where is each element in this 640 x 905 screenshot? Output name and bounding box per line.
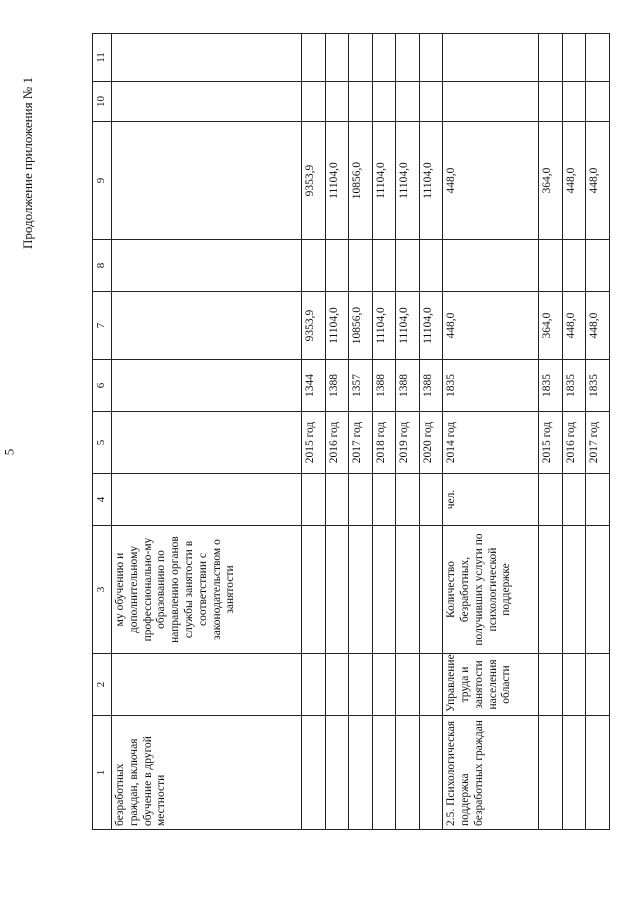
cell-budget: 448,0 [562,122,586,240]
cell-empty [325,526,349,654]
cell-year: 2019 год [396,412,420,474]
cell-year: 2017 год [349,412,373,474]
cell-empty [396,240,420,292]
cell-count: 1835 [586,360,610,412]
cell-year: 2015 год [302,412,326,474]
cell-total: 448,0 [586,292,610,360]
cell-empty [586,82,610,122]
table-row [372,34,396,830]
cell-empty [349,240,373,292]
cell-total: 448,0 [562,292,586,360]
cell-empty [562,654,586,716]
cell-empty [372,82,396,122]
cell-total: 11104,0 [396,292,420,360]
cell-empty [539,654,563,716]
table-row [349,34,373,830]
cell-count: 1388 [325,360,349,412]
cell-total: 364,0 [539,292,563,360]
cell-empty [349,474,373,526]
cell-count: 1388 [372,360,396,412]
cell-indicator: Количество безработных, получивших услуги по психологической поддержке [443,526,539,654]
cell-count: 1835 [539,360,563,412]
cell-empty [112,122,302,240]
cell-empty [586,716,610,830]
header-col-4: 4 [93,474,112,526]
cell-total: 11104,0 [419,292,443,360]
cell-count: 1835 [562,360,586,412]
cell-empty [586,240,610,292]
cell-empty [372,526,396,654]
cell-empty [562,240,586,292]
cell-empty [112,240,302,292]
cell-empty [112,292,302,360]
cell-count: 1344 [302,360,326,412]
cell-empty [372,34,396,82]
cell-empty [302,654,326,716]
cell-total: 9353,9 [302,292,326,360]
cell-empty [562,82,586,122]
cell-empty [302,716,326,830]
cell-empty [443,240,539,292]
header-col-5: 5 [93,412,112,474]
cell-empty [419,240,443,292]
cell-empty [112,474,302,526]
cell-year: 2018 год [372,412,396,474]
cell-budget: 364,0 [539,122,563,240]
table-row [539,34,563,830]
cell-empty [349,716,373,830]
cell-year: 2017 год [586,412,610,474]
cell-empty [302,34,326,82]
cell-count: 1388 [396,360,420,412]
cell-empty [419,716,443,830]
cell-empty [302,82,326,122]
cell-empty [349,34,373,82]
table-row [396,34,420,830]
cell-year: 2020 год [419,412,443,474]
header-col-2: 2 [93,654,112,716]
cell-year: 2016 год [325,412,349,474]
cell-empty [562,474,586,526]
cell-year: 2016 год [562,412,586,474]
cell-empty [539,526,563,654]
header-col-10: 10 [93,82,112,122]
page-number: 5 [1,448,17,456]
cell-empty [325,654,349,716]
cell-empty [539,240,563,292]
cell-empty [396,34,420,82]
cell-empty [325,716,349,830]
cell-total: 11104,0 [325,292,349,360]
table-row [443,34,539,830]
cell-event-name: безработных граждан, включая обучение в другой местности [112,716,302,830]
cell-empty [586,654,610,716]
cell-empty [112,654,302,716]
cell-empty [419,34,443,82]
cell-budget: 11104,0 [372,122,396,240]
table-row [325,34,349,830]
header-col-8: 8 [93,240,112,292]
cell-budget: 11104,0 [419,122,443,240]
cell-empty [372,716,396,830]
cell-indicator: му обучению и дополнительному профессионально-му образованию по направлению органов службы занятости в соответствии с законодательством о занятости [112,526,302,654]
cell-empty [586,526,610,654]
cell-empty [586,474,610,526]
cell-empty [443,82,539,122]
cell-empty [396,474,420,526]
cell-year: 2015 год [539,412,563,474]
cell-budget: 11104,0 [325,122,349,240]
header-col-3: 3 [93,526,112,654]
cell-empty [302,474,326,526]
cell-empty [349,526,373,654]
cell-empty [396,526,420,654]
cell-unit: чел. [443,474,539,526]
cell-empty [372,240,396,292]
cell-empty [443,34,539,82]
cell-empty [325,82,349,122]
cell-empty [562,34,586,82]
program-table [92,33,610,830]
cell-empty [539,474,563,526]
cell-empty [419,526,443,654]
header-col-7: 7 [93,292,112,360]
cell-empty [302,526,326,654]
table-row [112,34,302,830]
table-row [586,34,610,830]
cell-empty [349,654,373,716]
table-row [562,34,586,830]
cell-total: 448,0 [443,292,539,360]
cell-budget: 10856,0 [349,122,373,240]
cell-empty [562,526,586,654]
cell-budget: 448,0 [586,122,610,240]
cell-budget: 9353,9 [302,122,326,240]
header-col-1: 1 [93,716,112,830]
cell-total: 10856,0 [349,292,373,360]
cell-empty [419,82,443,122]
table-row [302,34,326,830]
header-col-9: 9 [93,122,112,240]
cell-empty [372,654,396,716]
continuation-title: Продолжение приложения № 1 [19,77,35,249]
cell-empty [325,240,349,292]
cell-empty [586,34,610,82]
header-col-11: 11 [93,34,112,82]
cell-empty [539,716,563,830]
cell-empty [396,654,420,716]
cell-year: 2014 год [443,412,539,474]
table-row [419,34,443,830]
cell-empty [539,34,563,82]
cell-empty [562,716,586,830]
cell-event-name: 2.5. Психологическая поддержка безработных граждан [443,716,539,830]
cell-budget: 11104,0 [396,122,420,240]
cell-empty [302,240,326,292]
header-col-6: 6 [93,360,112,412]
cell-empty [372,474,396,526]
cell-empty [539,82,563,122]
header-row [93,34,112,830]
cell-empty [112,82,302,122]
cell-budget: 448,0 [443,122,539,240]
cell-empty [325,34,349,82]
cell-empty [396,82,420,122]
cell-empty [112,412,302,474]
cell-empty [325,474,349,526]
table-stage [92,34,610,830]
cell-empty [112,34,302,82]
cell-empty [419,654,443,716]
cell-executor: Управление труда и занятости населения области [443,654,539,716]
cell-total: 11104,0 [372,292,396,360]
cell-empty [419,474,443,526]
cell-count: 1357 [349,360,373,412]
cell-count: 1835 [443,360,539,412]
cell-empty [112,360,302,412]
cell-empty [349,82,373,122]
cell-count: 1388 [419,360,443,412]
cell-empty [396,716,420,830]
